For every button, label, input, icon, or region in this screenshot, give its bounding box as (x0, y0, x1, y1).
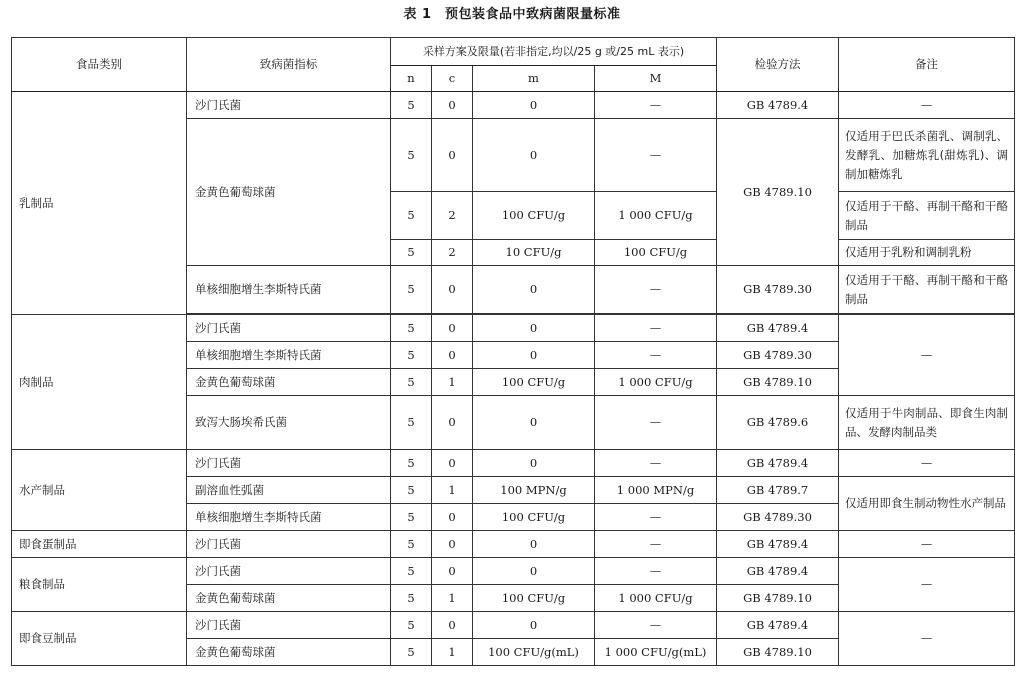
M-cell: — (595, 531, 717, 558)
remark-cell: 仅适用于乳粉和调制乳粉 (839, 240, 1015, 266)
method-cell: GB 4789.4 (717, 92, 839, 119)
m-cell: 0 (473, 92, 595, 119)
pathogen-cell: 沙门氏菌 (187, 612, 391, 639)
m-cell: 100 MPN/g (473, 477, 595, 504)
n-cell: 5 (391, 342, 432, 369)
M-cell: — (595, 92, 717, 119)
pathogen-cell: 金黄色葡萄球菌 (187, 369, 391, 396)
M-cell: — (595, 558, 717, 585)
header-category: 食品类别 (12, 38, 187, 92)
m-cell: 0 (473, 531, 595, 558)
M-cell: 1 000 CFU/g (595, 585, 717, 612)
header-m: m (473, 66, 595, 92)
pathogen-cell: 副溶血性弧菌 (187, 477, 391, 504)
n-cell: 5 (391, 396, 432, 450)
pathogen-cell: 单核细胞增生李斯特氏菌 (187, 342, 391, 369)
pathogen-limit-table (11, 37, 1015, 666)
M-cell: 100 CFU/g (595, 240, 717, 266)
c-cell: 0 (432, 504, 473, 531)
remark-cell: 仅适用于牛肉制品、即食生肉制品、发酵肉制品类 (839, 396, 1015, 450)
table-title: 表 1 预包装食品中致病菌限量标准 (403, 7, 621, 22)
table-row (12, 531, 1015, 558)
M-cell: 1 000 CFU/g (595, 369, 717, 396)
n-cell: 5 (391, 639, 432, 666)
m-cell: 100 CFU/g (473, 192, 595, 240)
m-cell: 0 (473, 342, 595, 369)
method-cell: GB 4789.4 (717, 612, 839, 639)
m-cell: 100 CFU/g (473, 369, 595, 396)
method-cell: GB 4789.30 (717, 342, 839, 369)
M-cell: — (595, 396, 717, 450)
pathogen-cell: 沙门氏菌 (187, 315, 391, 342)
M-cell: 1 000 CFU/g (595, 192, 717, 240)
M-cell: — (595, 504, 717, 531)
pathogen-cell: 沙门氏菌 (187, 558, 391, 585)
n-cell: 5 (391, 558, 432, 585)
c-cell: 1 (432, 477, 473, 504)
n-cell: 5 (391, 585, 432, 612)
m-cell: 0 (473, 119, 595, 192)
table-row (12, 612, 1015, 639)
n-cell: 5 (391, 192, 432, 240)
m-cell: 10 CFU/g (473, 240, 595, 266)
M-cell: — (595, 315, 717, 342)
header-method: 检验方法 (717, 38, 839, 92)
table-row (12, 450, 1015, 477)
M-cell: 1 000 CFU/g(mL) (595, 639, 717, 666)
header-sampling: 采样方案及限量(若非指定,均以/25 g 或/25 mL 表示) (391, 38, 717, 66)
header-M: M (595, 66, 717, 92)
method-cell: GB 4789.4 (717, 558, 839, 585)
header-remark: 备注 (839, 38, 1015, 92)
m-cell: 0 (473, 396, 595, 450)
m-cell: 0 (473, 558, 595, 585)
m-cell: 100 CFU/g (473, 585, 595, 612)
M-cell: — (595, 342, 717, 369)
M-cell: — (595, 119, 717, 192)
category-cell: 肉制品 (12, 315, 187, 450)
M-cell: — (595, 266, 717, 314)
table-row (12, 558, 1015, 585)
method-cell: GB 4789.10 (717, 585, 839, 612)
table-row (12, 92, 1015, 119)
category-cell: 水产制品 (12, 450, 187, 531)
remark-cell: 仅适用于干酪、再制干酪和干酪制品 (839, 266, 1015, 314)
c-cell: 1 (432, 585, 473, 612)
method-cell: GB 4789.10 (717, 639, 839, 666)
c-cell: 1 (432, 369, 473, 396)
m-cell: 100 CFU/g (473, 504, 595, 531)
pathogen-cell: 沙门氏菌 (187, 531, 391, 558)
c-cell: 0 (432, 396, 473, 450)
n-cell: 5 (391, 240, 432, 266)
method-cell: GB 4789.30 (717, 266, 839, 314)
c-cell: 0 (432, 92, 473, 119)
remark-cell: — (839, 450, 1015, 477)
remark-cell: — (839, 558, 1015, 612)
header-pathogen: 致病菌指标 (187, 38, 391, 92)
method-cell: GB 4789.4 (717, 450, 839, 477)
c-cell: 0 (432, 612, 473, 639)
pathogen-cell: 金黄色葡萄球菌 (187, 639, 391, 666)
pathogen-cell: 沙门氏菌 (187, 450, 391, 477)
method-cell: GB 4789.10 (717, 369, 839, 396)
n-cell: 5 (391, 119, 432, 192)
m-cell: 0 (473, 612, 595, 639)
n-cell: 5 (391, 369, 432, 396)
remark-cell: — (839, 92, 1015, 119)
pathogen-cell: 金黄色葡萄球菌 (187, 585, 391, 612)
M-cell: 1 000 MPN/g (595, 477, 717, 504)
c-cell: 0 (432, 531, 473, 558)
n-cell: 5 (391, 531, 432, 558)
pathogen-cell: 致泻大肠埃希氏菌 (187, 396, 391, 450)
c-cell: 0 (432, 342, 473, 369)
pathogen-cell: 金黄色葡萄球菌 (187, 119, 391, 266)
remark-cell: 仅适用于巴氏杀菌乳、调制乳、发酵乳、加糖炼乳(甜炼乳)、调制加糖炼乳 (839, 119, 1015, 192)
c-cell: 0 (432, 315, 473, 342)
m-cell: 0 (473, 315, 595, 342)
m-cell: 0 (473, 450, 595, 477)
method-cell: GB 4789.10 (717, 119, 839, 266)
c-cell: 0 (432, 450, 473, 477)
method-cell: GB 4789.30 (717, 504, 839, 531)
remark-cell: — (839, 315, 1015, 396)
category-cell: 即食豆制品 (12, 612, 187, 666)
n-cell: 5 (391, 477, 432, 504)
method-cell: GB 4789.7 (717, 477, 839, 504)
pathogen-cell: 沙门氏菌 (187, 92, 391, 119)
m-cell: 0 (473, 266, 595, 314)
pathogen-cell: 单核细胞增生李斯特氏菌 (187, 504, 391, 531)
table-row (12, 315, 1015, 342)
c-cell: 1 (432, 639, 473, 666)
c-cell: 2 (432, 240, 473, 266)
M-cell: — (595, 612, 717, 639)
M-cell: — (595, 450, 717, 477)
category-cell: 粮食制品 (12, 558, 187, 612)
c-cell: 0 (432, 119, 473, 192)
pathogen-cell: 单核细胞增生李斯特氏菌 (187, 266, 391, 314)
category-cell: 即食蛋制品 (12, 531, 187, 558)
method-cell: GB 4789.4 (717, 531, 839, 558)
header-n: n (391, 66, 432, 92)
m-cell: 100 CFU/g(mL) (473, 639, 595, 666)
remark-cell: 仅适用于干酪、再制干酪和干酪制品 (839, 192, 1015, 240)
n-cell: 5 (391, 504, 432, 531)
c-cell: 0 (432, 558, 473, 585)
c-cell: 0 (432, 266, 473, 314)
n-cell: 5 (391, 450, 432, 477)
n-cell: 5 (391, 315, 432, 342)
method-cell: GB 4789.6 (717, 396, 839, 450)
n-cell: 5 (391, 92, 432, 119)
n-cell: 5 (391, 266, 432, 314)
remark-cell: — (839, 612, 1015, 666)
remark-cell: — (839, 531, 1015, 558)
method-cell: GB 4789.4 (717, 315, 839, 342)
header-c: c (432, 66, 473, 92)
n-cell: 5 (391, 612, 432, 639)
remark-cell: 仅适用即食生制动物性水产制品 (839, 477, 1015, 531)
category-cell: 乳制品 (12, 92, 187, 315)
c-cell: 2 (432, 192, 473, 240)
